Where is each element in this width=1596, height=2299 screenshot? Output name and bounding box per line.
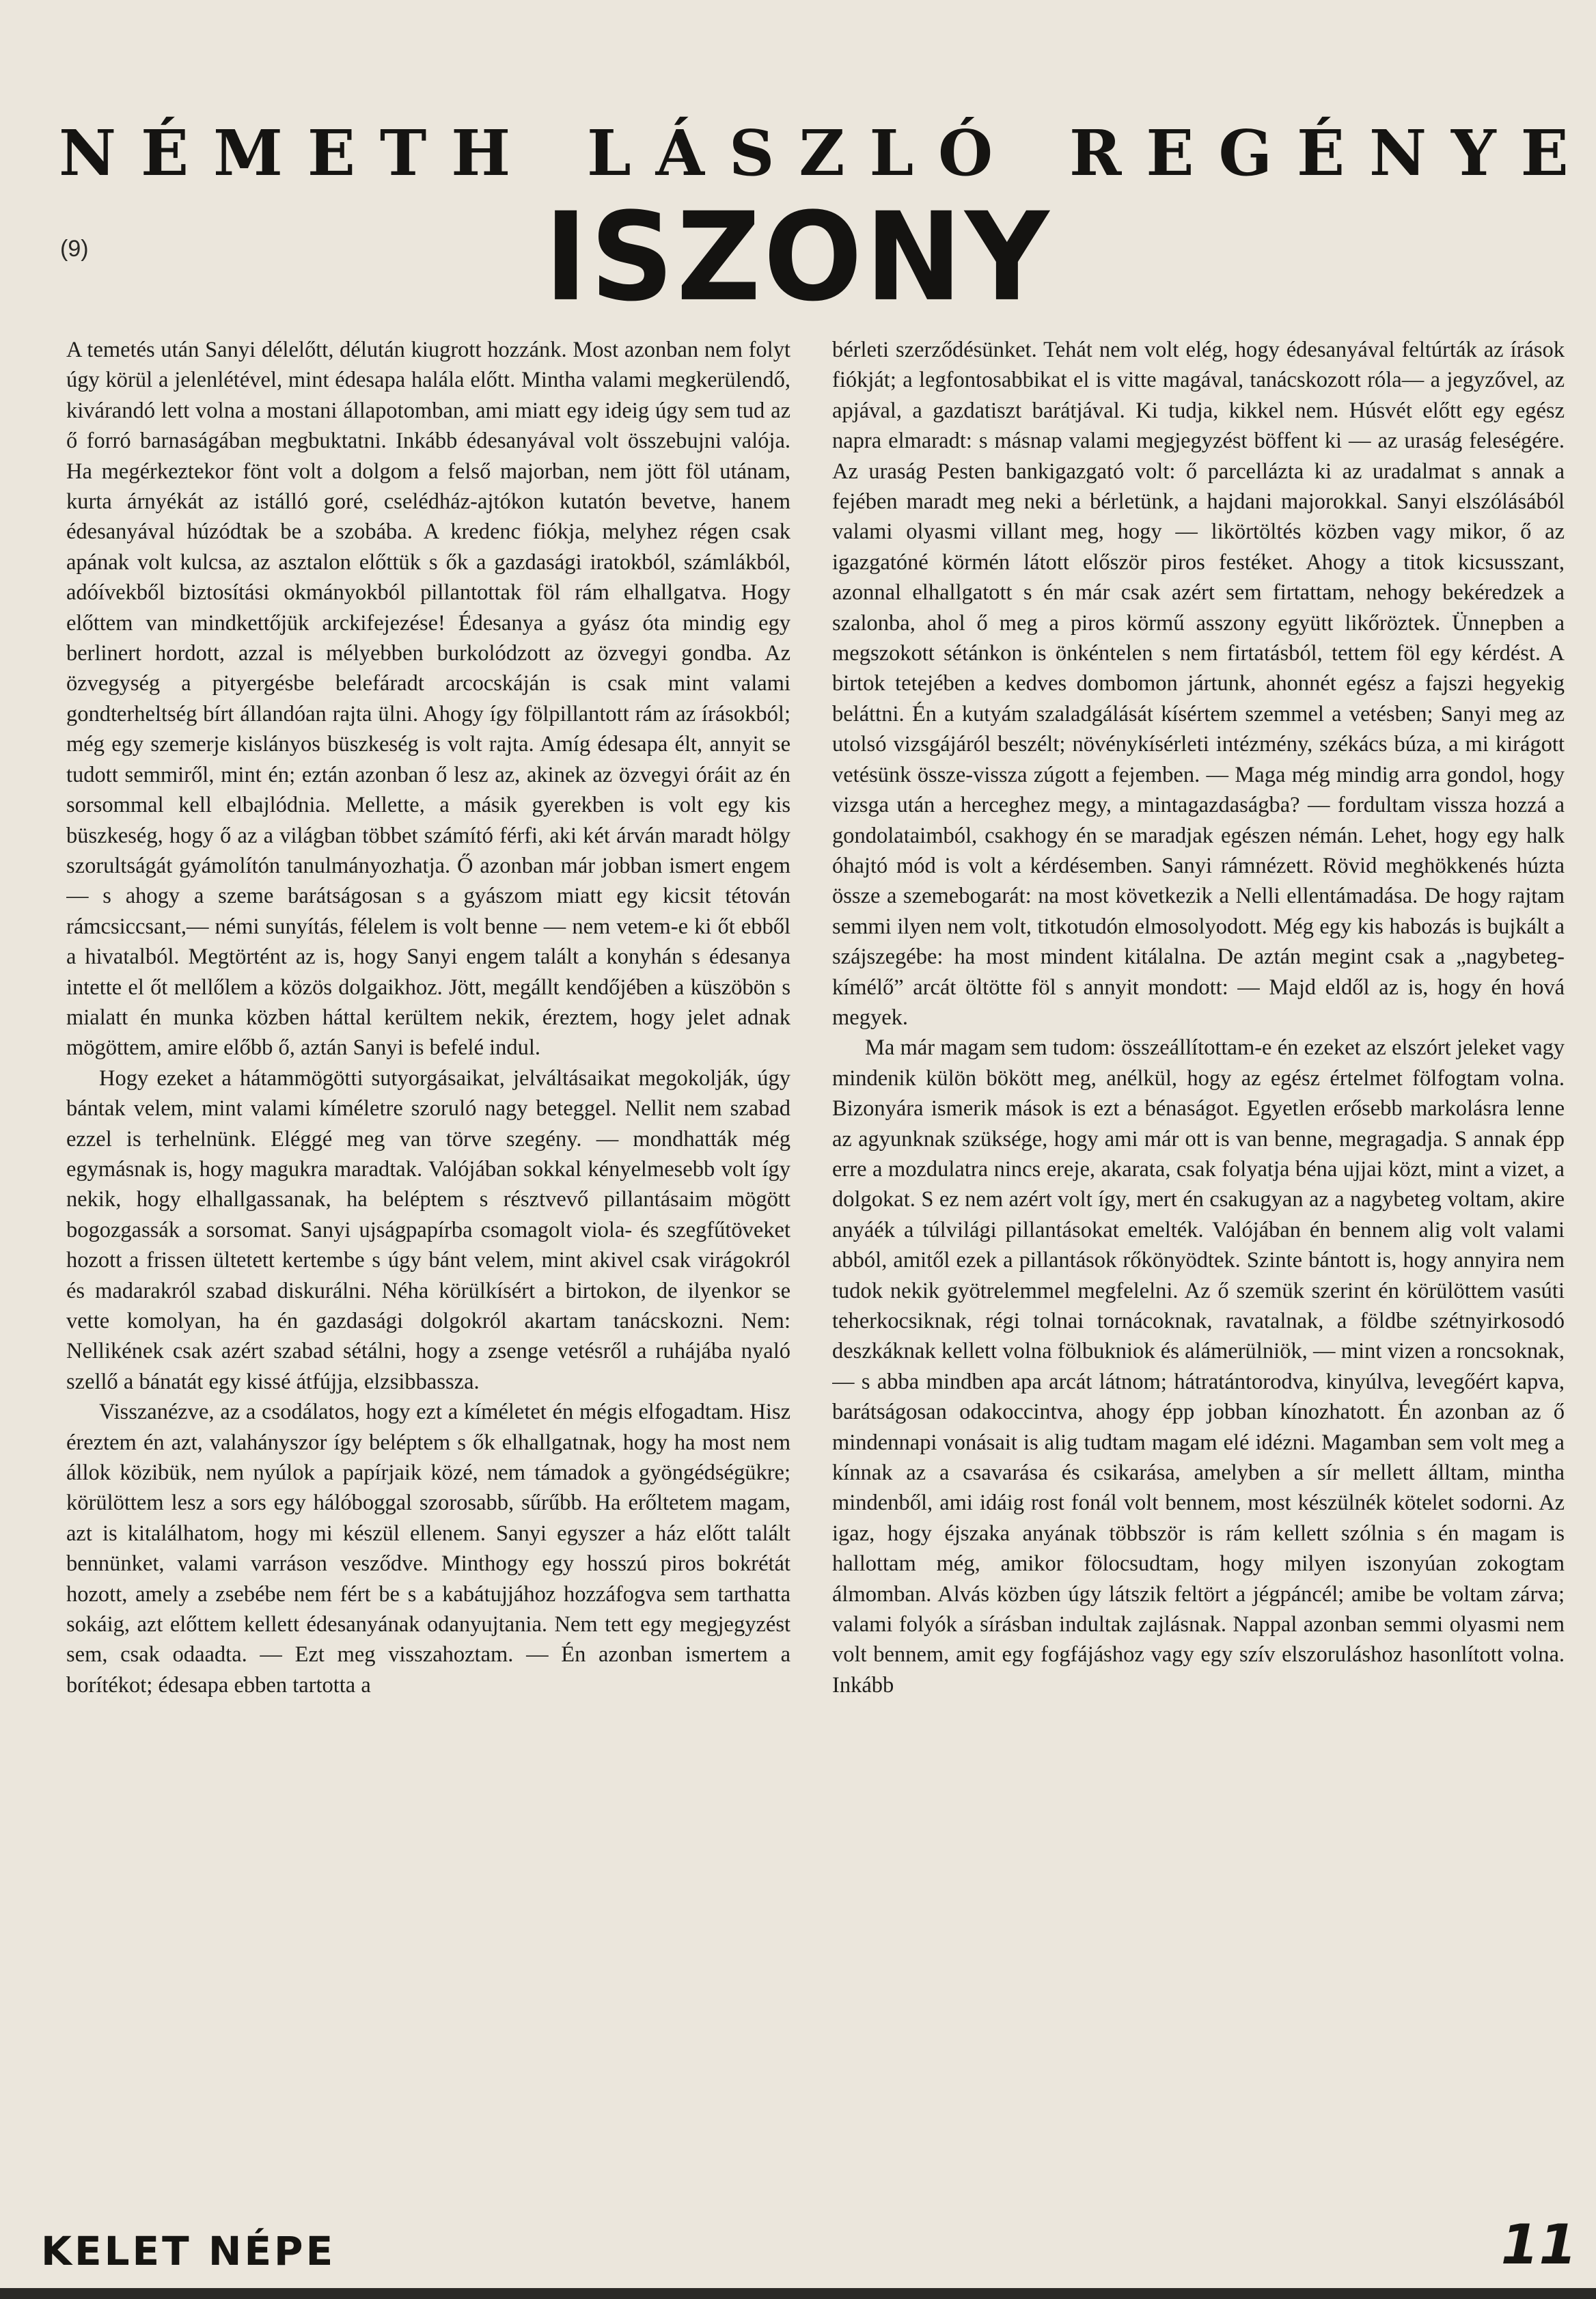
paragraph: Visszanézve, az a csodálatos, hogy ezt a kíméletet én mégis elfogadtam. Hisz éreztem én azt, valahányszor így beléptem s ők elhallgatnak, hogy ha most nem állok közibük, nem nyúlok a papírjaik közé, nem támadok a gyöngédségükre; körülöttem lesz a sors egy hálóboggal szorosabb, sűrűbb. Ha erőltetem magam, azt is kitalálhatom, hogy mi készül ellenem. Sanyi egyszer a ház előtt talált bennünket, valami varráson vesződve. Minthogy egy hosszú piros bokrétát hozott, amely a zsebébe nem fért be s a kabátujjához hozzáfogva sem tarthatta sokáig, azt előttem kellett édesanyának odanyujtania. Nem tett egy megjegyzést sem, csak odaadta. — Ezt meg visszahoztam. — Én azonban ismertem a borítékot; édesapa ebben tartotta a bbox=[66, 1400, 790, 1698]
text-column-left bbox=[66, 335, 790, 2194]
headline-letter: E bbox=[307, 116, 355, 190]
headline-letter: N bbox=[1369, 116, 1427, 190]
headline-letter: M bbox=[213, 116, 283, 190]
headline-letter: L bbox=[587, 116, 631, 190]
magazine-name: KELET NÉPE bbox=[41, 2228, 336, 2274]
page-number: 11 bbox=[1500, 2213, 1577, 2276]
paragraph: Ma már magam sem tudom: összeállítottam-e én ezeket az elszórt jeleket vagy mindenik külön bökött meg, anélkül, hogy az egész értelmet fölfogtam volna. Bizonyára ismerik mások is ezt a bénaságot. Egyetlen erősebb markolásra lenne az agyunknak szüksége, hogy ami már ott is van benne, megragadja. S annak épp erre a mozdulatra nincs ereje, akarata, csak folyatja béna ujjai közt, mint a vizet, a dolgokat. S ez nem azért volt így, mert én csakugyan az a nagybeteg voltam, akire anyáék a túlvilági pillantásokat emelték. Valójában én bennem alig volt valami abból, amitől ezek a pillantások rőkönyödtek. Szinte bántott is, hogy annyira nem tudok nekik gyötrelemmel megfelelni. Az ő szemük szerint én körülöttem vasúti teherkocsiknak, régi tolnai tornácoknak, ravatalnak, a földbe szétnyirkosodó deszkáknak kellett volna fölbukniok és alámerülniök, — mint vizen a roncsoknak, — s abba mindben apa arcát látnom; hátratántorodva, kinyúlva, levegőért kapva, barátságosan odakoccintva, ahogy épp jobban kínozhatott. Én azonban az ő mindennapi vonásait is alig tudtam magam elé idézni. Magamban sem volt meg a kínnak az a csavarása és csikarása, amelyben a sír mellett álltam, mintha mindenből, ami idáig rost fonál volt bennem, most készülnék kötelet sodorni. Az igaz, hogy éjszaka anyának többször is rám kellett szólnia s én magam is hallottam még, amikor fölocsudtam, hogy milyen iszonyúan zokogtam álmomban. Alvás közben úgy látszik feltört a jégpáncél; amibe be voltam zárva; valami folyók a sírásban indultak zajlásnak. Nappal azonban semmi olyasmi nem volt bennem, amit egy fogfájáshoz vagy egy szív elszoruláshoz hasonlított volna. Inkább bbox=[832, 1035, 1565, 1698]
headline-letter: H bbox=[451, 116, 511, 190]
headline-letter: G bbox=[1218, 116, 1273, 190]
headline-letter: S bbox=[728, 116, 775, 190]
paragraph: bérleti szerződésünket. Tehát nem volt elég, hogy édesanyával feltúrták az írások fiókját; a legfontosabbikat el is vitte magával, tanácskozott róla— a jegyzővel, az apjával, a gazdatiszt barátjával. Ki tudja, kikkel nem. Húsvét előtt egy egész napra elmaradt: s másnap valami megjegyzést böffent ki — az uraság feleségére. Az uraság Pesten bankigazgató volt: ő parcellázta ki az uradalmat s annak a fejében maradt meg neki a bérletünk, a hajdani majorokkal. Sanyi elszólásából valami olyasmi villant meg, hogy — likörtöltés közben vagy mikor, ő az igazgatóné körmén látott először piros festéket. Ahogy a titok kicsusszant, azonnal elhallgatott s én már csak azért sem firtattam, nehogy bekéredzek a szalonba, ahol ő meg a piros körmű asszony együtt likőröztek. Ünnepben a megszokott sétánkon is önkéntelen s nem firtatásból, tettem föl egy kérdést. A birtok tetejében a kedves dombomon jártunk, ahonnét egész a fajszi hegyekig beláttni. Én a kutyám szaladgálását kísértem szemmel a vetésben; Sanyi meg az utolsó vizsgájáról beszélt; növénykísérleti intézmény, székács búza, a mi kirágott vetésünk össze-vissza zúgott a fejemben. — Maga még mindig arra gondol, hogy vizsga után a herceghez megy, a mintagazdaságba? — fordultam vissza hozzá a gondolataimból, csakhogy én se maradjak egészen némán. Lehet, hogy egy halk óhajtó mód is volt a kérdésemben. Sanyi rámnézett. Rövid meghökkenés húzta össze a szemebogarát: na most következik a Nelli ellentámadása. De hogy rajtam semmi ilyen nem volt, titkotudón elmosolyodott. Még egy kis habozás is bujkált a szájszegébe: ha most mindent kitálalna. De aztán megint csak a „nagybeteg-kímélő” arcát öltötte föl s annyit mondott: — Majd eldől az is, hogy én hová megyek. bbox=[832, 338, 1565, 1030]
headline-letter: N bbox=[59, 116, 117, 190]
headline-letter: T bbox=[379, 116, 427, 190]
installment-number: (9) bbox=[60, 236, 89, 262]
headline-letter: Y bbox=[1451, 116, 1496, 190]
headline-letter: E bbox=[1146, 116, 1194, 190]
paragraph: A temetés után Sanyi délelőtt, délután kiugrott hozzánk. Most azonban nem folyt úgy körül a jelenlétével, mint édesapa halála előtt. Mintha valami megkerülendő, kivárandó lett volna a mostani állapotomban, ami miatt egy ideig úgy sem tud az ő forró barnaságában megbuktatni. Inkább édesanyával volt összebujni valója. Ha megérkeztekor fönt volt a dolgom a felső majorban, nem jött föl utánam, kurta árnyékát az istálló goré, cselédház-ajtókon kutatón bevetve, hanem édesanyával húzódtak be a szobába. A kredenc fiókja, melyhez régen csak apának volt kulcsa, az asztalon előttük s ők a gazdasági iratokból, számlákból, adóívekből biztosítási okmányokból pillantottak föl rám elhallgatva. Hogy előttem van mindkettőjük arckifejezése! Édesanya a gyász óta mindig egy berlinert hordott, azzal is mélyebben burkolódzott az özvegyi gondba. Az özvegység a pityergésbe belefáradt arcocskáján is csak mint valami gondterheltség bírt állandóan rajta ülni. Ahogy így fölpillantott rám az írásokból; még egy szemerje kislányos büszkeség is volt rajta. Amíg édesapa élt, annyit se tudott semmiről, mint én; eztán azonban ő lesz az, akinek az özvegyi óráit az én sorsommal kell elbajlódnia. Mellette, a másik gyerekben is volt egy kis büszkeség, hogy ő az a világban többet számító férfi, aki két árván maradt hölgy szorultságát gyámolítón tanulmányozhatja. Ő azonban már jobban ismert engem — s ahogy a szeme barátságosan s a gyászom miatt egy kicsit tétován rámcsiccsant,— némi sunyítás, félelem is volt benne — nem vetem-e ki őt ebből a hivatalból. Megtörtént az is, hogy Sanyi engem talált a konyhán s édesanya intette el őt mellőlem a közös dolgaikhoz. Jött, megállt kendőjében a küszöbön s mialatt én munka közben háttal kerültem nekik, éreztem, hogy jelet adnak mögöttem, amire előbb ő, aztán Sanyi is befelé indul. bbox=[66, 338, 790, 1061]
headline-letter: É bbox=[1296, 116, 1345, 190]
headline-letter: R bbox=[1069, 116, 1122, 190]
headline-letter: E bbox=[1520, 116, 1569, 190]
headline-letter: Ó bbox=[938, 116, 993, 190]
text-column-right bbox=[832, 335, 1565, 2194]
page-edge bbox=[0, 2288, 1596, 2299]
headline-letter: Á bbox=[655, 116, 705, 190]
headline-letter: L bbox=[869, 116, 914, 190]
headline-letter: É bbox=[141, 116, 189, 190]
paragraph: Hogy ezeket a hátammögötti sutyorgásaikat, jelváltásaikat megokolják, úgy bántak velem, mint valami kíméletre szoruló nagy beteggel. Nellit nem szabad ezzel is terhelnünk. Eléggé meg van törve szegény. — mondhatták még egymásnak is, hogy magukra maradtak. Valójában sokkal kényelmesebb volt így nekik, hogy elhallgassanak, ha beléptem s résztvevő pillantásaim mögött bogozgassák a sorsomat. Sanyi ujságpapírba csomagolt viola- és szegfűtöveket hozott a frissen ültetett kertembe s úgy bánt velem, mint akivel csak virágokról és madarakról szabad diskurálni. Néha körülkísért a birtokon, de ilyenkor se vette komolyan, ha én gazdasági dolgokról akartam tanácskozni. Nem: Nellikének csak azért szabad sétálni, hogy a zsenge vetésről a ruhájába nyaló szellő a bánatát egy kissé átfújja, elzsibbassza. bbox=[66, 1065, 790, 1394]
novel-title: ISZONY bbox=[544, 187, 1052, 329]
author-headline bbox=[59, 116, 1569, 190]
headline-letter: Z bbox=[799, 116, 845, 190]
